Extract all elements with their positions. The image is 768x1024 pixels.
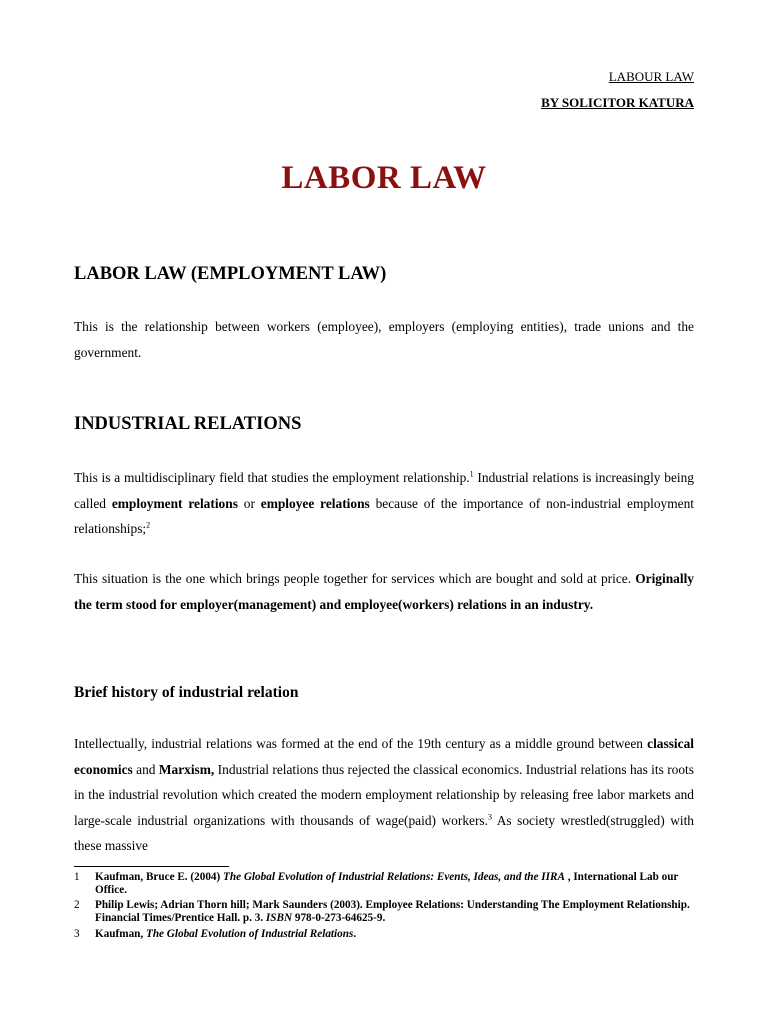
footnote-1: 1 Kaufman, Bruce E. (2004) The Global Evolution of Industrial Relations: Events, Ideas, and the IIRA , International Lab our Office. [74,871,679,897]
paragraph-brief-history: Intellectually, industrial relations was formed at the end of the 19th century as a middle ground between classical economics and Marxism, Industrial relations thus rejected the classical economics. Industrial relations has its roots in the industrial revolution which created the modern employment relationship by releasing free labor markets and large-scale industrial organizations with thousands of wage(paid) workers.$^3$ As society wrestled(struggled) with these massive [74,736,694,853]
footnote-3: 3 Kaufman, The Global Evolution of Industrial Relations. [74,928,357,940]
footnote-number: 3 [74,928,80,940]
paragraph-industrial-relations-situation: This situation is the one which brings people together for services which are bought and sold at price. Originally the term stood for employer(management) and employee(workers) relations in an industry. [74,571,694,612]
footnote-number: 1 [74,871,80,883]
page-title: LABOR LAW [281,160,487,196]
header-author: BY SOLICITOR KATURA [541,95,694,110]
term-classical-economics: classical economics [74,736,694,777]
section-heading-industrial-relations: INDUSTRIAL RELATIONS [74,414,302,434]
term-employment-relations: employment relations [111,495,238,511]
header-subject: LABOUR LAW [608,69,694,84]
emphasis-original-term: Originally the term stood for employer(management) and employee(workers) relations in an industry. [74,571,694,612]
paragraph-labor-law-definition: This is the relationship between workers (employee), employers (employing entities), trade unions and the government. [74,319,694,360]
footnote-2: 2 Philip Lewis; Adrian Thorn hill; Mark Saunders (2003). Employee Relations: Understanding The Employment Relationship. Financial Times/Prentice Hall. p. 3. ISBN 978-0-273-64625-9. [74,899,690,925]
term-employee-relations: employee relations [260,495,370,511]
subsection-heading-brief-history: Brief history of industrial relation [74,684,299,701]
footnote-ref-1: 1 [469,469,474,479]
term-marxism: Marxism, [158,761,215,777]
footnote-ref-2: 2 [146,520,151,530]
section-heading-labor-law: LABOR LAW (EMPLOYMENT LAW) [74,264,387,284]
paragraph-industrial-relations-definition: This is a multidisciplinary field that studies the employment relationship.$^1$ Industrial relations is increasingly being called employment relations or employee relations because of the importance of non-industrial employment relationships;$^2$ [74,469,695,536]
footnote-number: 2 [74,899,80,911]
footnote-separator [74,866,229,867]
footnote-ref-3: 3 [487,812,492,822]
